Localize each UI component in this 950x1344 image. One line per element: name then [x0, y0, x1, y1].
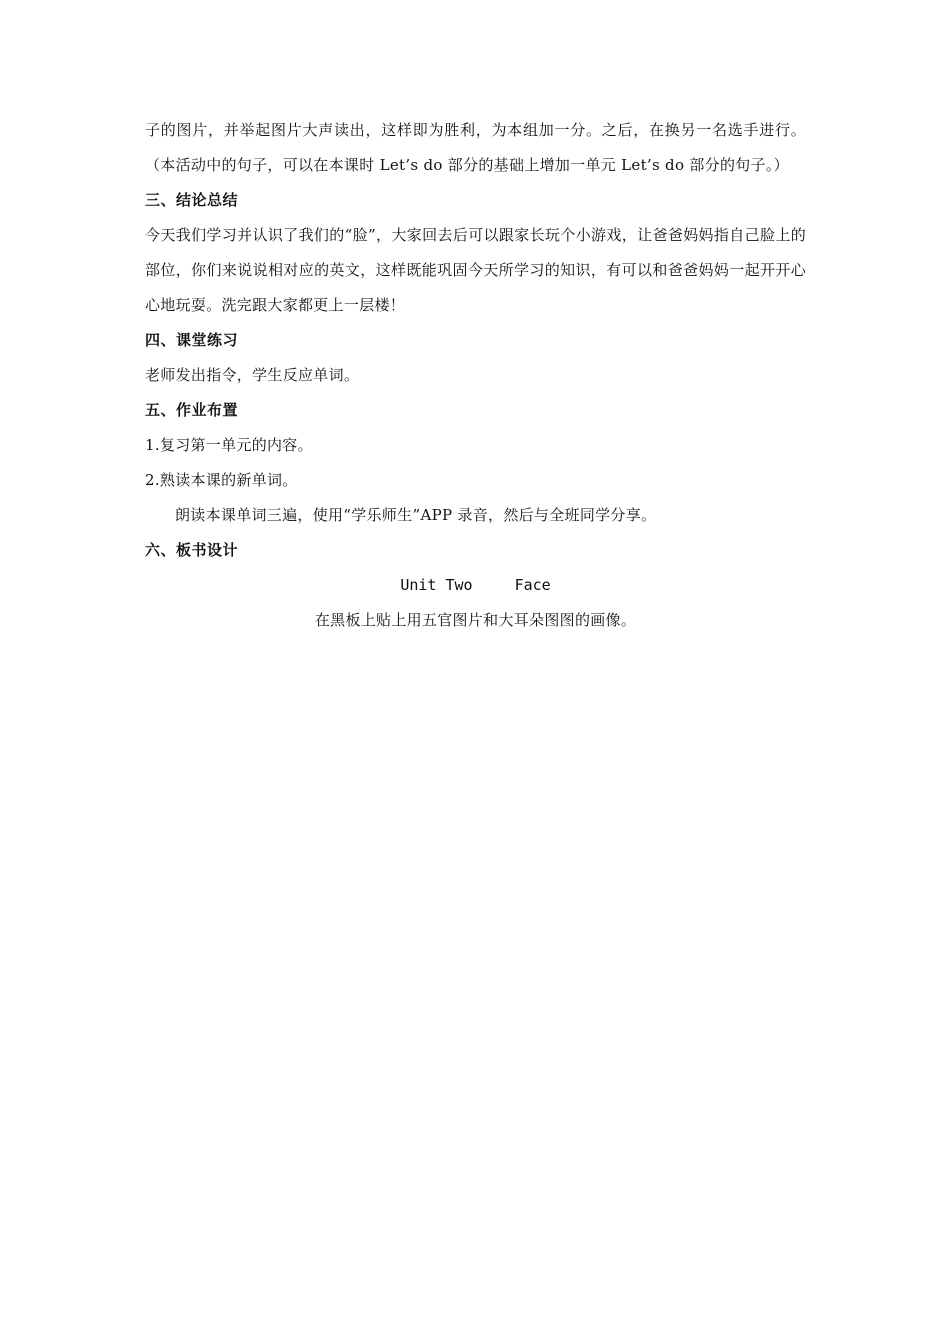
section-heading-conclusion: 三、结论总结 — [145, 191, 239, 209]
conclusion-paragraph: 今天我们学习并认识了我们的“脸”，大家回去后可以跟家长玩个小游戏，让爸爸妈妈指自己脸上的部位，你们来说说相对应的英文，这样既能巩固今天所学习的知识，有可以和爸爸妈妈一起开开心心地玩耍。洗完跟大家都更上一层楼！ — [145, 226, 806, 314]
continuation-paragraph: 子的图片，并举起图片大声读出，这样即为胜利，为本组加一分。之后，在换另一名选手进行。（本活动中的句子，可以在本课时 Let’s do 部分的基础上增加一单元 Let’s do 部分的句子。） — [145, 121, 806, 174]
board-unit: Unit Two — [400, 576, 473, 594]
homework-item-2: 2.熟读本课的新单词。 — [145, 471, 298, 489]
section-heading-homework: 五、作业布置 — [145, 401, 239, 419]
board-note: 在黑板上贴上用五官图片和大耳朵图图的画像。 — [314, 611, 637, 629]
board-title — [145, 568, 806, 603]
section-heading-practice: 四、课堂练习 — [145, 331, 239, 349]
document-body — [145, 113, 806, 638]
section-heading-board-design: 六、板书设计 — [145, 541, 239, 559]
homework-extra: 朗读本课单词三遍，使用“学乐师生”APP 录音，然后与全班同学分享。 — [175, 506, 657, 524]
homework-item-1: 1.复习第一单元的内容。 — [145, 436, 313, 454]
board-topic: Face — [514, 576, 551, 594]
practice-paragraph: 老师发出指令，学生反应单词。 — [145, 366, 360, 384]
